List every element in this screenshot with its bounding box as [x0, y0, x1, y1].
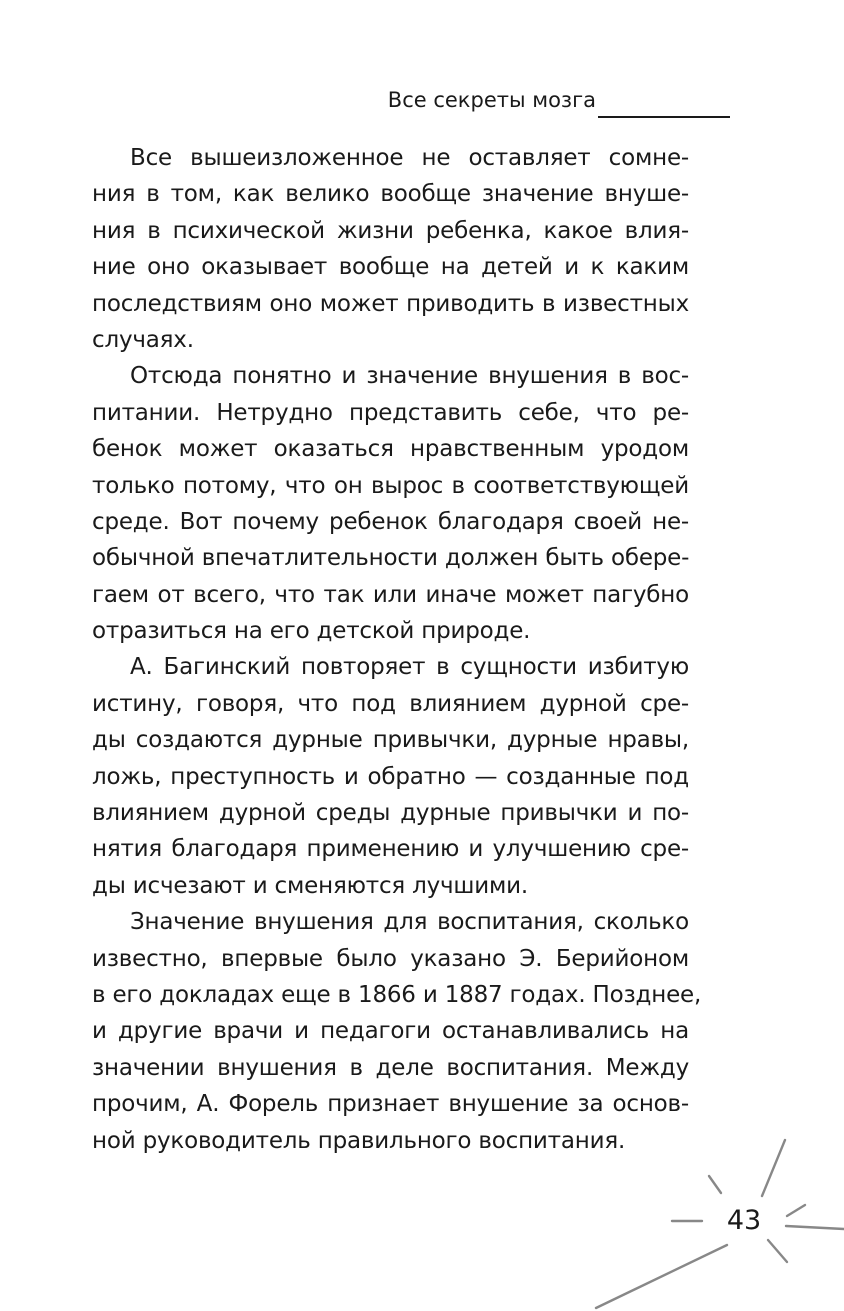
text-line: ной руководитель правильного воспитания.: [92, 1127, 626, 1154]
text-line: ложь, преступность и обратно — созданные под: [92, 763, 689, 790]
text-line: известно, впервые было указано Э. Берийоном: [92, 945, 689, 972]
text-line: гаем от всего, что так или иначе может пагубно: [92, 581, 689, 608]
burst-ray: [762, 1140, 785, 1196]
burst-ray: [596, 1245, 727, 1308]
text-line: только потому, что он вырос в соответствующей: [92, 472, 689, 499]
burst-ray: [709, 1176, 721, 1193]
body-text: [92, 140, 702, 1159]
text-line: бенок может оказаться нравственным уродом: [92, 436, 689, 463]
running-header: [0, 84, 844, 124]
burst-ray: [787, 1205, 805, 1216]
text-line: питании. Нетрудно представить себе, что ре-: [92, 399, 689, 426]
text-line: Отсюда понятно и значение внушения в вос-: [130, 363, 689, 390]
text-line: А. Багинский повторяет в сущности избитую: [130, 654, 689, 681]
text-line: ды создаются дурные привычки, дурные нравы,: [92, 727, 689, 754]
text-line: Все вышеизложенное не оставляет сомне-: [130, 145, 689, 171]
text-line: значении внушения в деле воспитания. Между: [92, 1054, 689, 1081]
burst-ray: [786, 1226, 844, 1229]
text-line: ния в психической жизни ребенка, какое влия-: [92, 217, 689, 244]
text-line: прочим, А. Форель признает внушение за основ-: [92, 1091, 689, 1118]
text-line: ды исчезают и сменяются лучшими.: [92, 872, 529, 899]
text-line: последствиям оно может приводить в известных: [92, 290, 689, 317]
text-line: влиянием дурной среды дурные привычки и по-: [92, 800, 689, 827]
text-line: ние оно оказывает вообще на детей и к каким: [92, 254, 689, 281]
text-line: среде. Вот почему ребенок благодаря своей не-: [92, 508, 689, 535]
text-line: случаях.: [92, 326, 194, 353]
text-line: ния в том, как велико вообще значение внуше-: [92, 181, 689, 208]
text-line: Значение внушения для воспитания, сколько: [130, 909, 689, 936]
text-line: истину, говоря, что под влиянием дурной сре-: [92, 690, 689, 717]
header-rule: [598, 116, 730, 118]
text-line: нятия благодаря применению и улучшению сре-: [92, 836, 689, 863]
text-line: отразиться на его детской природе.: [92, 618, 531, 645]
page-number: 43: [726, 1205, 762, 1236]
text-line: и другие врачи и педагоги останавливались на: [92, 1018, 689, 1045]
running-title: Все секреты мозга: [387, 88, 596, 112]
burst-ray: [768, 1240, 787, 1262]
text-line: в его докладах еще в 1866 и 1887 годах. Позднее,: [92, 981, 702, 1008]
text-line: обычной впечатлительности должен быть обере-: [92, 545, 690, 572]
